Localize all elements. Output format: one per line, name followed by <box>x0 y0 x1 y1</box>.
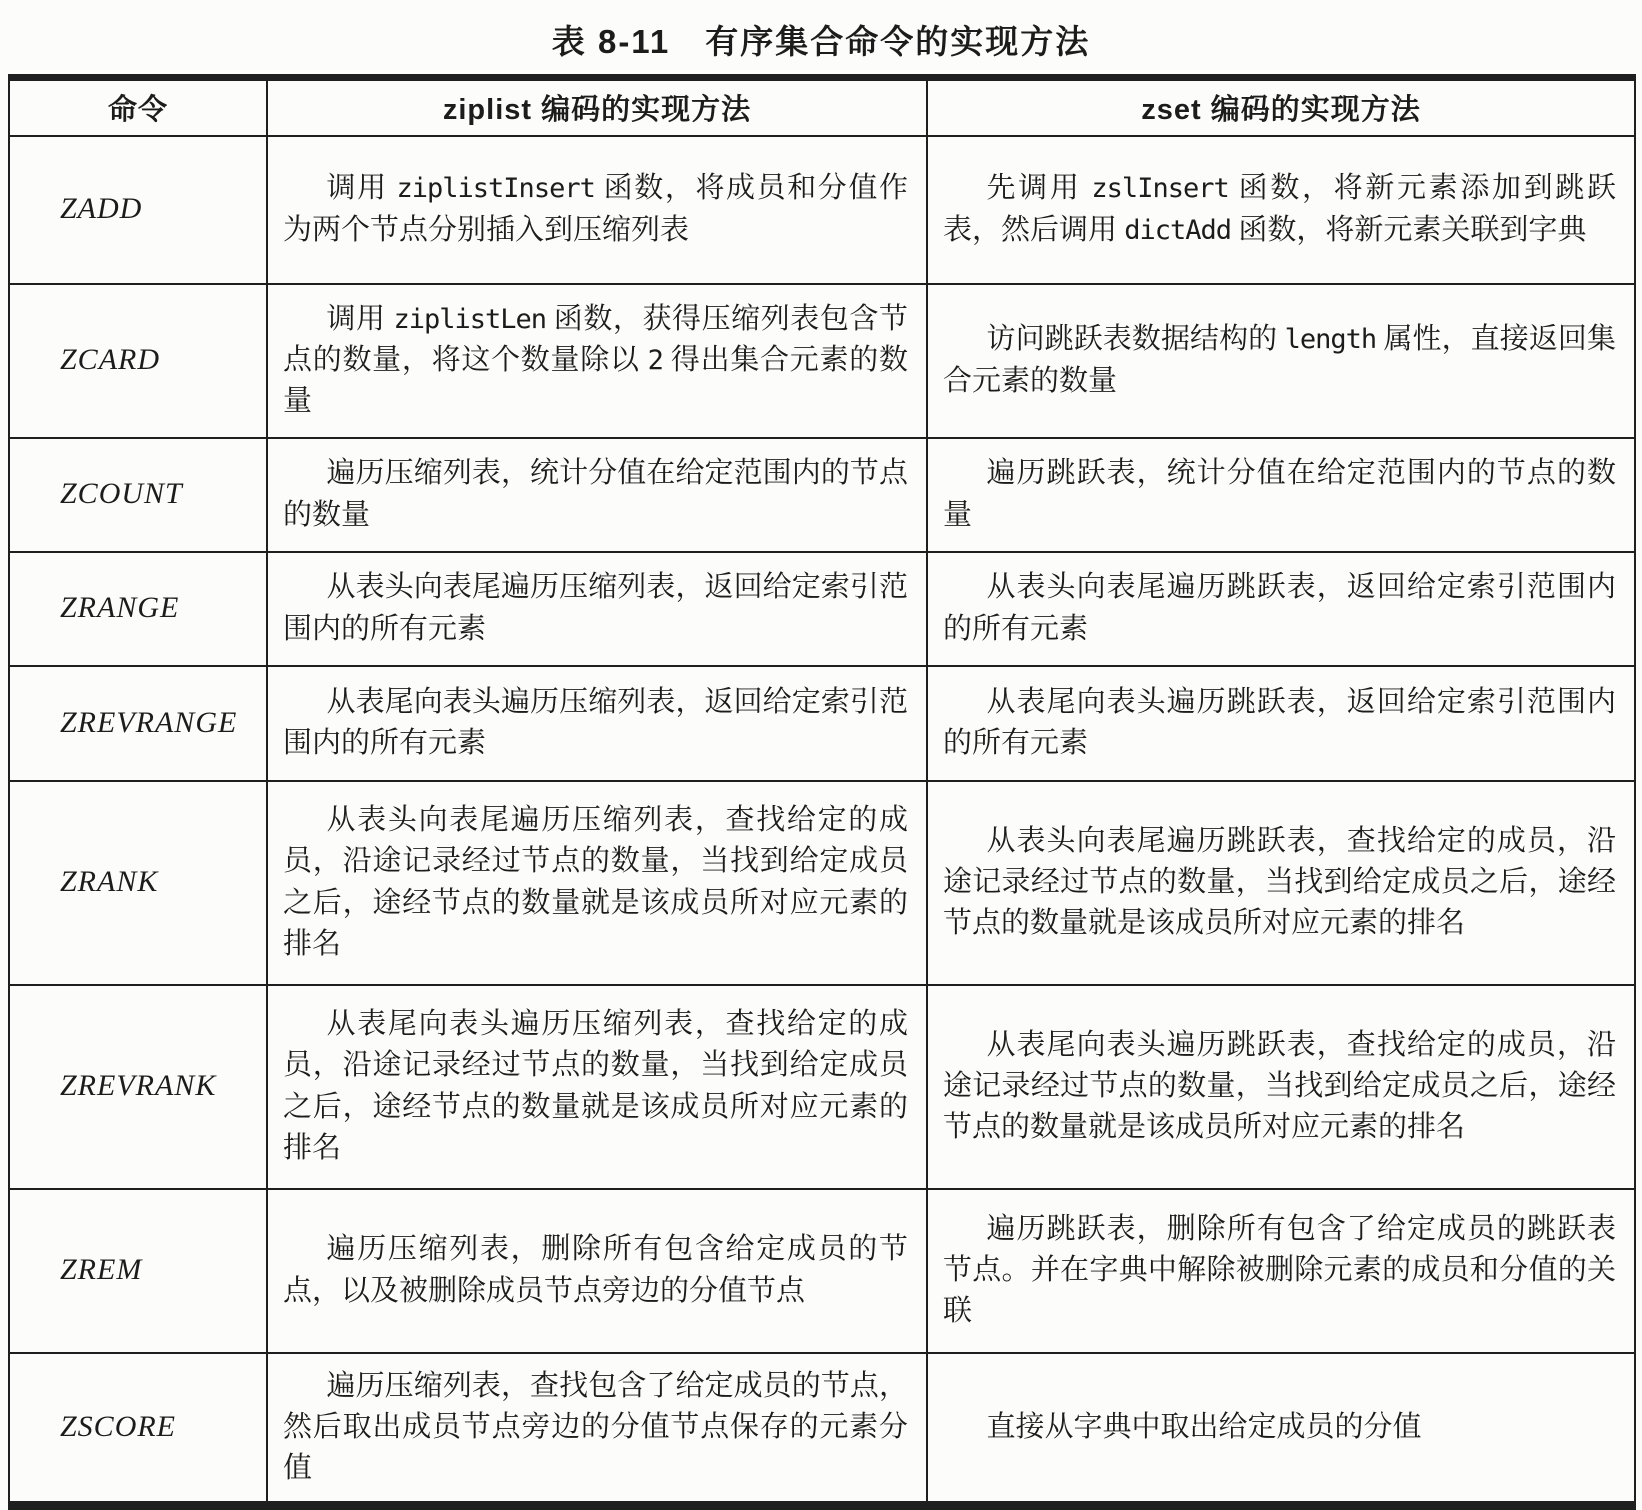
zset-implementation-cell: 先调用 zslInsert 函数，将新元素添加到跳跃表，然后调用 dictAdd 函数，将新元素关联到字典 <box>927 136 1635 284</box>
table-row <box>9 136 1635 284</box>
column-header-ziplist-implementation: ziplist 编码的实现方法 <box>267 78 927 136</box>
column-header-command: 命令 <box>9 78 267 136</box>
zset-implementation-cell: 从表尾向表头遍历跳跃表，查找给定的成员，沿途记录经过节点的数量，当找到给定成员之后，途经节点的数量就是该成员所对应元素的排名 <box>927 985 1635 1189</box>
ziplist-implementation-cell: 遍历压缩列表，统计分值在给定范围内的节点的数量 <box>267 438 927 552</box>
code-token: zslInsert <box>1091 173 1229 205</box>
code-token: ziplistInsert <box>396 173 595 205</box>
code-token: 2 <box>647 344 663 376</box>
zset-implementation-cell: 访问跳跃表数据结构的 length 属性，直接返回集合元素的数量 <box>927 284 1635 438</box>
table-row <box>9 781 1635 985</box>
ziplist-implementation-cell: 遍历压缩列表，查找包含了给定成员的节点，然后取出成员节点旁边的分值节点保存的元素分值 <box>267 1353 927 1506</box>
command-cell: ZCARD <box>9 284 267 438</box>
table-row <box>9 1353 1635 1506</box>
ziplist-implementation-cell: 从表头向表尾遍历压缩列表，返回给定索引范围内的所有元素 <box>267 552 927 666</box>
table-row <box>9 552 1635 666</box>
command-cell: ZRANGE <box>9 552 267 666</box>
command-cell: ZREM <box>9 1189 267 1353</box>
table-caption: 表 8-11 有序集合命令的实现方法 <box>551 23 1091 60</box>
table-row <box>9 666 1635 781</box>
ziplist-implementation-cell: 从表尾向表头遍历压缩列表，返回给定索引范围内的所有元素 <box>267 666 927 781</box>
command-cell: ZADD <box>9 136 267 284</box>
zset-implementation-cell: 从表头向表尾遍历跳跃表，查找给定的成员，沿途记录经过节点的数量，当找到给定成员之后，途经节点的数量就是该成员所对应元素的排名 <box>927 781 1635 985</box>
zset-implementation-cell: 遍历跳跃表，统计分值在给定范围内的节点的数量 <box>927 438 1635 552</box>
command-cell: ZREVRANK <box>9 985 267 1189</box>
command-cell: ZRANK <box>9 781 267 985</box>
command-cell: ZREVRANGE <box>9 666 267 781</box>
table-row <box>9 284 1635 438</box>
zset-implementation-cell: 直接从字典中取出给定成员的分值 <box>927 1353 1635 1506</box>
column-header-zset-implementation: zset 编码的实现方法 <box>927 78 1635 136</box>
table-row <box>9 438 1635 552</box>
ziplist-implementation-cell: 从表尾向表头遍历压缩列表，查找给定的成员，沿途记录经过节点的数量，当找到给定成员之后，途经节点的数量就是该成员所对应元素的排名 <box>267 985 927 1189</box>
command-cell: ZSCORE <box>9 1353 267 1506</box>
sorted-set-commands-table <box>8 74 1636 1510</box>
ziplist-implementation-cell: 调用 ziplistInsert 函数，将成员和分值作为两个节点分别插入到压缩列表 <box>267 136 927 284</box>
table-row <box>9 985 1635 1189</box>
code-token: ziplistLen <box>393 303 546 335</box>
zset-implementation-cell: 遍历跳跃表，删除所有包含了给定成员的跳跃表节点。并在字典中解除被删除元素的成员和分值的关联 <box>927 1189 1635 1353</box>
command-cell: ZCOUNT <box>9 438 267 552</box>
ziplist-implementation-cell: 调用 ziplistLen 函数，获得压缩列表包含节点的数量，将这个数量除以 2 得出集合元素的数量 <box>267 284 927 438</box>
ziplist-implementation-cell: 遍历压缩列表，删除所有包含给定成员的节点，以及被删除成员节点旁边的分值节点 <box>267 1189 927 1353</box>
zset-implementation-cell: 从表头向表尾遍历跳跃表，返回给定索引范围内的所有元素 <box>927 552 1635 666</box>
zset-implementation-cell: 从表尾向表头遍历跳跃表，返回给定索引范围内的所有元素 <box>927 666 1635 781</box>
table-row <box>9 1189 1635 1353</box>
header-row <box>9 78 1635 136</box>
table-body <box>9 136 1635 1506</box>
ziplist-implementation-cell: 从表头向表尾遍历压缩列表，查找给定的成员，沿途记录经过节点的数量，当找到给定成员之后，途经节点的数量就是该成员所对应元素的排名 <box>267 781 927 985</box>
code-token: dictAdd <box>1124 214 1232 246</box>
code-token: length <box>1284 324 1377 356</box>
